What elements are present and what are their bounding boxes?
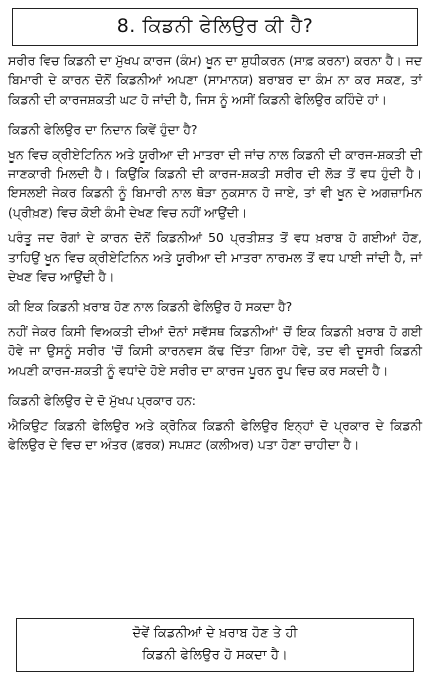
document-body <box>8 51 422 454</box>
types-heading: ਕਿਡਨੀ ਫੇਲਿਉਰ ਦੇ ਦੋ ਮੁੱਖਪ ਪ੍ਰਕਾਰ ਹਨ: <box>8 393 196 409</box>
diagnosis-paragraph: ਖੂਨ ਵਿਚ ਕ੍ਰੀਏਟਿਨਿਨ ਅਤੇ ਯੂਰੀਆ ਦੀ ਮਾਤਰਾ ਦੀ ਜਾਂਚ ਨਾਲ ਕਿਡਨੀ ਦੀ ਕਾਰਜ-ਸ਼ਕਤੀ ਦੀ ਜਾਣਕਾਰੀ ਮਿਲਦੀ ਹੈ। ਕਿਉਂਕਿ ਕਿਡਨੀ ਦੀ ਕਾਰਜ-ਸ਼ਕਤੀ ਸਰੀਰ ਦੀ ਲੋੜ ਤੋਂ ਵਧ ਹੁੰਦੀ ਹੈ। ਇਸਲਈ ਜੇਕਰ ਕਿਡਨੀ ਨੂੰ ਬਿਮਾਰੀ ਨਾਲ ਥੋੜਾ ਨੁਕਸਾਨ ਹੋ ਜਾਏ, ਤਾਂ ਵੀ ਖੂਨ ਦੇ ਅਗਜ਼ਾਮਿਨ (ਪ੍ਰੀਖ਼ਣ) ਵਿਚ ਕੋਈ ਕੰਮੀ ਦੇਖਣ ਵਿਚ ਨਹੀਂ ਆਉਂਦੀ। <box>8 146 422 220</box>
diagnosis-heading: ਕਿਡਨੀ ਫੇਲਿਉਰ ਦਾ ਨਿਦਾਨ ਕਿਵੇਂ ਹੁੰਦਾ ਹੈ? <box>8 122 198 138</box>
diagnosis-more-paragraph: ਪਰੰਤੂ ਜਦ ਰੋਗਾਂ ਦੇ ਕਾਰਨ ਦੋਨੋਂ ਕਿਡਨੀਆਂ 50 ਪ੍ਰਤੀਸ਼ਤ ਤੋਂ ਵਧ ਖ਼ਰਾਬ ਹੋ ਗਈਆਂ ਹੋਣ, ਤਾਹਿਉਂ ਖੂਨ ਵਿਚ ਕ੍ਰੀਏਟਿਨਿਨ ਅਤੇ ਯੂਰੀਆ ਦੀ ਮਾਤਰਾ ਨਾਰਮਲ ਤੋਂ ਵਧ ਪਾਈ ਜਾਂਦੀ ਹੈ, ਜਾਂ ਦੇਖਣ ਵਿਚ ਆਉਂਦੀ ਹੈ। <box>8 230 422 285</box>
types-paragraph: ਐਕਿਉਟ ਕਿਡਨੀ ਫੇਲਿਉਰ ਅਤੇ ਕ੍ਰੋਨਿਕ ਕਿਡਨੀ ਫੇਲਿਉਰ ਇਨ੍ਹਾਂ ਦੋ ਪ੍ਰਕਾਰ ਦੇ ਕਿਡਨੀ ਫੇਲਿਉਰ ਦੇ ਵਿਚ ਦਾ ਅੰਤਰ (ਫ਼ਰਕ) ਸਪਸ਼ਟ (ਕਲੀਅਰ) ਪਤਾ ਹੋਣਾ ਚਾਹੀਦਾ ਹੈ। <box>8 417 422 452</box>
summary-note-line-1: ਦੋਵੇਂ ਕਿਡਨੀਆਂ ਦੇ ਖ਼ਰਾਬ ਹੋਣ ਤੇ ਹੀ <box>132 626 298 641</box>
page-title: 8. ਕਿਡਨੀ ਫੇਲਿਉਰ ਕੀ ਹੈ? <box>12 8 418 46</box>
summary-note-line-2: ਕਿਡਨੀ ਫੇਲਿਉਰ ਹੋ ਸਕਦਾ ਹੈ। <box>142 648 288 663</box>
summary-note-box <box>16 618 414 672</box>
intro-paragraph: ਸਰੀਰ ਵਿਚ ਕਿਡਨੀ ਦਾ ਮੁੱਖਪ ਕਾਰਜ (ਕੰਮ) ਖੂਨ ਦਾ ਸ਼ੁਧੀਕਰਨ (ਸਾਫ਼ ਕਰਨਾ) ਕਰਨਾ ਹੈ। ਜਦ ਬਿਮਾਰੀ ਦੇ ਕਾਰਨ ਦੋਨੋਂ ਕਿਡਨੀਆਂ ਅਪਣਾ (ਸਾਮਾਨਯ) ਬਰਾਬਰ ਦਾ ਕੰਮ ਨਾ ਕਰ ਸਕਣ, ਤਾਂ ਕਿਡਨੀ ਦੀ ਕਾਰਜਸ਼ਕਤੀ ਘਟ ਹੋ ਜਾਂਦੀ ਹੈ, ਜਿਸ ਨੂੰ ਅਸੀਂ ਕਿਡਨੀ ਫੇਲਿਉਰ ਕਹਿੰਦੇ ਹਾਂ। <box>8 53 422 107</box>
one-kidney-heading: ਕੀ ਇਕ ਕਿਡਨੀ ਖ਼ਰਾਬ ਹੋਣ ਨਾਲ ਕਿਡਨੀ ਫੇਲਿਉਰ ਹੋ ਸਕਦਾ ਹੈ? <box>8 299 293 315</box>
one-kidney-paragraph: ਨਹੀਂ ਜੇਕਰ ਕਿਸੀ ਵਿਅਕਤੀ ਦੀਆਂ ਦੋਨਾਂ ਸਵੱਸਥ ਕਿਡਨੀਆਂ' ਚੋਂ ਇਕ ਕਿਡਨੀ ਖ਼ਰਾਬ ਹੋ ਗਈ ਹੋਵੇ ਜਾ ਉਸਨੂੰ ਸਰੀਰ 'ਚੋਂ ਕਿਸੀ ਕਾਰਨਵਸ ਕੱਢ ਦਿੱਤਾ ਗਿਆ ਹੋਵੇ, ਤਦ ਵੀ ਦੂਸਰੀ ਕਿਡਨੀ ਅਪਣੀ ਕਾਰਜ-ਸ਼ਕਤੀ ਨੂੰ ਵਧਾਂਦੇ ਹੋਏ ਸਰੀਰ ਦਾ ਕਾਰਜ ਪੂਰਨ ਰੂਪ ਵਿਚ ਕਰ ਸਕਦੀ ਹੈ। <box>8 323 422 378</box>
